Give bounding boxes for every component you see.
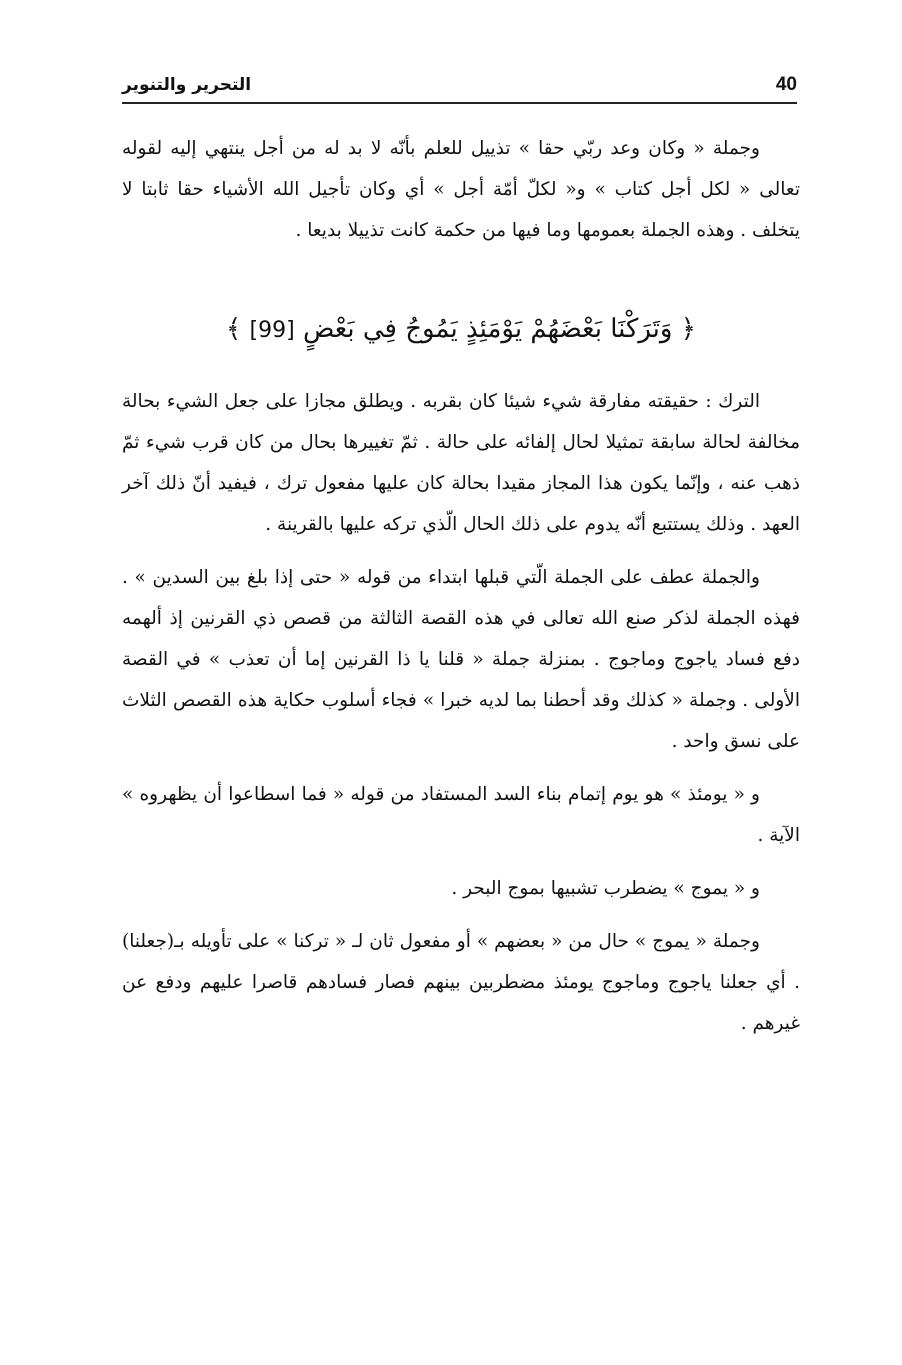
page-number: 40 xyxy=(775,74,797,95)
page-header xyxy=(122,74,797,104)
page-body xyxy=(122,128,800,1056)
verse-close-bracket: ﴾ xyxy=(226,314,242,344)
paragraph: و « يموج » يضطرب تشبيها بموج البحر . xyxy=(451,878,760,899)
paragraph: وجملة « يموج » حال من « بعضهم » أو مفعول ثان لـ « تركنا » على تأويله بـ(جعلنا) . أي جعلنا ياجوج وماجوج يومئذ مضطربين بينهم فصار فسادهم قاصرا عليهم ودفع عن غيرهم . xyxy=(122,931,800,1034)
quran-verse xyxy=(122,305,800,355)
paragraph: و « يومئذ » هو يوم إتمام بناء السد المستفاد من قوله « فما اسطاعوا أن يظهروه » الآية . xyxy=(122,784,800,846)
verse-number: [99] xyxy=(249,318,295,343)
paragraph: والجملة عطف على الجملة الّتي قبلها ابتداء من قوله « حتى إذا بلغ بين السدين » . فهذه الجملة لذكر صنع الله تعالى في هذه القصة الثالثة من قصص ذي القرنين إذ ألهمه دفع فساد ياجوج وماجوج . بمنزلة جملة « قلنا يا ذا القرنين إما أن تعذب » في القصة الأولى . وجملة « كذلك وقد أحطنا بما لديه خبرا » فجاء أسلوب حكاية هذه القصص الثلاث على نسق واحد . xyxy=(122,567,800,752)
running-title: التحرير والتنوير xyxy=(122,75,252,95)
verse-text: وَتَرَكْنَا بَعْضَهُمْ يَوْمَئِذٍ يَمُوجُ فِي بَعْضٍ xyxy=(302,314,673,344)
paragraph: الترك : حقيقته مفارقة شيء شيئا كان بقربه . ويطلق مجازا على جعل الشيء بحالة مخالفة لحالة سابقة تمثيلا لحال إلفائه على حالة . ثمّ تغييرها بحال من كان قرب شيء ثمّ ذهب عنه ، وإنّما يكون هذا المجاز مقيدا بحالة كان عليها مفعول ترك ، فيفيد أنّ ذلك آخر العهد . وذلك يستتبع أنّه يدوم على ذلك الحال الّذي تركه عليها بالقرينة . xyxy=(122,391,800,535)
verse-open-bracket: ﴿ xyxy=(680,314,696,344)
paragraph: وجملة « وكان وعد ربّي حقا » تذييل للعلم بأنّه لا بد له من أجل ينتهي إليه لقوله تعالى « لكل أجل كتاب » و« لكلّ أمّة أجل » أي وكان تأجيل الله الأشياء حقا ثابتا لا يتخلف . وهذه الجملة بعمومها وما فيها من حكمة كانت تذييلا بديعا . xyxy=(122,138,800,241)
